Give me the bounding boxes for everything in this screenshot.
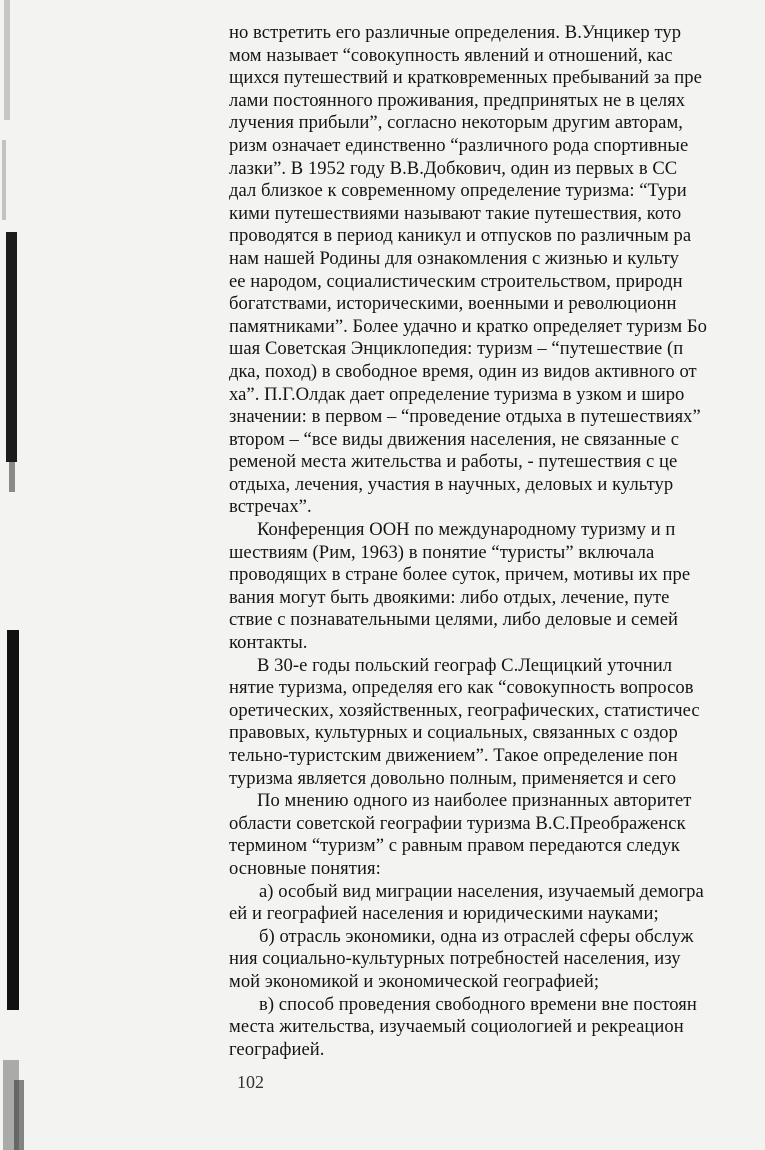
text-line: контакты. — [229, 632, 308, 654]
text-line: ризм означает единственно “различного рода спортивные — [229, 134, 689, 156]
text-line: Конференция ООН по международному туризму и п — [257, 519, 676, 541]
text-line: ее народом, социалистическим строительством, природн — [229, 270, 683, 292]
text-line: тельно-туристским движением”. Такое определение пон — [229, 745, 678, 766]
text-line: но встретить его различные определения. В.Унцикер тур — [229, 22, 682, 43]
text-line: ствие с познавательными целями, либо деловые и семей — [229, 609, 679, 631]
text-line: мой экономикой и экономической географией; — [229, 970, 600, 992]
text-line: кими путешествиями называют такие путешествия, кото — [229, 202, 682, 224]
text-line: встречах”. — [229, 496, 312, 518]
text-line: шая Советская Энциклопедия: туризм – “путешествие (п — [229, 338, 684, 360]
text-line: ха”. П.Г.Олдак дает определение туризма в узком и широ — [229, 383, 685, 405]
text-line: нятие туризма, определяя его как “совокупность вопросов — [229, 677, 694, 699]
text-line: памятниками”. Более удачно и кратко определяет туризм Бо — [229, 315, 708, 337]
text-line: области советской географии туризма В.С.Преображенск — [229, 812, 686, 834]
text-line: лазки”. В 1952 году В.В.Добкович, один из первых в СС — [229, 157, 678, 179]
text-line: ния социально-культурных потребностей населения, изу — [229, 948, 681, 970]
text-line: В 30-е годы польский географ С.Лещицкий уточнил — [257, 654, 673, 676]
text-line: отдыха, лечения, участия в научных, деловых и культур — [229, 473, 674, 495]
text-line: географией. — [229, 1038, 325, 1060]
text-line: оретических, хозяйственных, географических, статистичес — [229, 699, 700, 721]
text-line: проводящих в стране более суток, причем, мотивы их пре — [229, 564, 691, 586]
text-line: шествиям (Рим, 1963) в понятие “туристы” включала — [229, 541, 655, 563]
text-line: лами постоянного проживания, предпринятых не в целях — [229, 89, 686, 111]
text-line: дка, поход) в свободное время, один из видов активного от — [229, 360, 697, 382]
text-line: значении: в первом – “проведение отдыха в путешествиях” — [229, 406, 701, 428]
text-line: места жительства, изучаемый социологией и рекреацион — [229, 1016, 684, 1038]
page-number: 102 — [237, 1072, 264, 1092]
text-line: По мнению одного из наиболее признанных авторитет — [257, 790, 692, 812]
text-line: термином “туризм” с равным правом передаются следук — [229, 835, 680, 857]
text-line: дал близкое к современному определение туризма: “Тури — [229, 180, 687, 202]
text-line: щихся путешествий и кратковременных пребываний за пре — [229, 67, 702, 89]
text-line: лучения прибыли”, согласно некоторым другим авторам, — [229, 112, 683, 134]
text-line: б) отрасль экономики, одна из отраслей сферы обслуж — [259, 925, 694, 947]
text-line: проводятся в период каникул и отпусков по различным ра — [229, 225, 692, 247]
text-line: правовых, культурных и социальных, связанных с оздор — [229, 722, 678, 744]
text-line: нам нашей Родины для ознакомления с жизнью и культу — [229, 247, 679, 269]
scan-edge-shadow — [0, 0, 28, 1150]
text-line: в) способ проведения свободного времени вне постоян — [259, 993, 697, 1015]
text-line: основные понятия: — [229, 857, 381, 879]
text-line: туризма является довольно полным, применяется и сего — [229, 767, 677, 789]
text-line: вания могут быть двоякими: либо отдых, лечение, путе — [229, 586, 670, 608]
text-line: втором – “все виды движения населения, не связанные с — [229, 428, 680, 450]
text-line: богатствами, историческими, военными и революционн — [229, 293, 677, 315]
text-line: ей и географией населения и юридическими науками; — [229, 903, 659, 925]
text-line: а) особый вид миграции населения, изучаемый демогра — [259, 880, 704, 902]
text-line: мом называет “совокупность явлений и отношений, кас — [229, 44, 673, 66]
body-text — [229, 22, 765, 1061]
text-line: ременой места жительства и работы, - путешествия с це — [229, 451, 678, 473]
